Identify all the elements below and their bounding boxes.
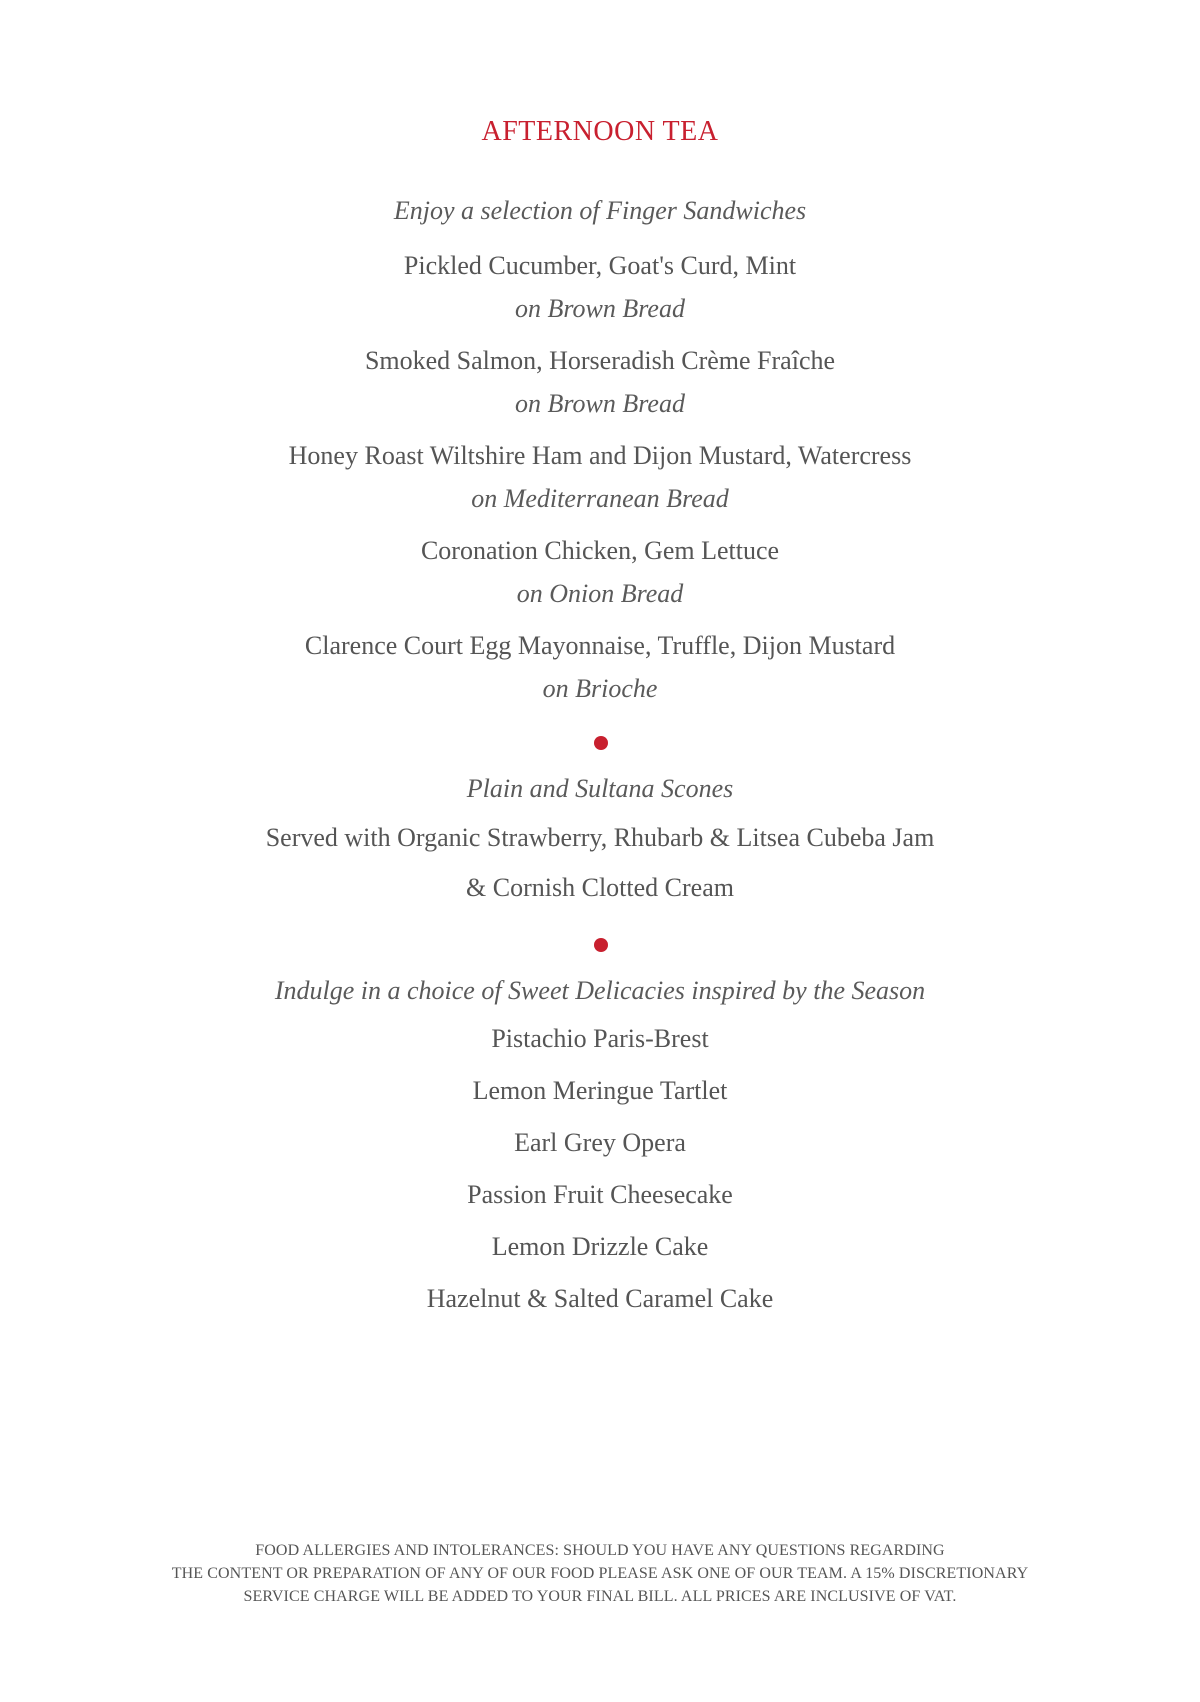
sandwich-item-name: Smoked Salmon, Horseradish Crème Fraîche bbox=[364, 346, 836, 375]
section-divider-dot bbox=[594, 938, 608, 952]
sandwich-item-name: Pickled Cucumber, Goat's Curd, Mint bbox=[403, 251, 797, 280]
sweet-item: Lemon Drizzle Cake bbox=[491, 1232, 709, 1261]
allergy-notice-line: THE CONTENT OR PREPARATION OF ANY OF OUR FOOD PLEASE ASK ONE OF OUR TEAM. A 15% DISCRETIONARY bbox=[171, 1565, 1029, 1582]
scones-line: Served with Organic Strawberry, Rhubarb & Litsea Cubeba Jam bbox=[265, 823, 935, 852]
menu-title: AFTERNOON TEA bbox=[481, 116, 719, 147]
sandwich-item-bread: on Brown Bread bbox=[515, 389, 685, 418]
sweet-item: Passion Fruit Cheesecake bbox=[467, 1180, 733, 1209]
sweet-item: Earl Grey Opera bbox=[514, 1128, 686, 1157]
section-divider-dot bbox=[594, 736, 608, 750]
allergy-notice-line: SERVICE CHARGE WILL BE ADDED TO YOUR FINAL BILL. ALL PRICES ARE INCLUSIVE OF VAT. bbox=[243, 1588, 957, 1605]
allergy-notice bbox=[100, 1539, 1100, 1608]
sandwich-item-name: Coronation Chicken, Gem Lettuce bbox=[420, 536, 780, 565]
allergy-notice-line: FOOD ALLERGIES AND INTOLERANCES: SHOULD YOU HAVE ANY QUESTIONS REGARDING bbox=[255, 1542, 945, 1559]
sweets-heading: Indulge in a choice of Sweet Delicacies inspired by the Season bbox=[274, 976, 926, 1005]
sandwich-item-bread: on Brown Bread bbox=[515, 294, 685, 323]
sandwich-item-name: Honey Roast Wiltshire Ham and Dijon Mustard, Watercress bbox=[288, 441, 912, 470]
sandwich-item-bread: on Onion Bread bbox=[516, 579, 684, 608]
sandwich-item-bread: on Brioche bbox=[542, 674, 658, 703]
sandwich-item-name: Clarence Court Egg Mayonnaise, Truffle, Dijon Mustard bbox=[304, 631, 896, 660]
scones-line: & Cornish Clotted Cream bbox=[466, 873, 734, 902]
sandwiches-heading: Enjoy a selection of Finger Sandwiches bbox=[393, 196, 807, 225]
sweet-item: Lemon Meringue Tartlet bbox=[472, 1076, 728, 1105]
sweet-item: Hazelnut & Salted Caramel Cake bbox=[426, 1284, 774, 1313]
sandwich-item-bread: on Mediterranean Bread bbox=[471, 484, 729, 513]
scones-heading: Plain and Sultana Scones bbox=[466, 774, 734, 803]
sweet-item: Pistachio Paris-Brest bbox=[491, 1024, 709, 1053]
